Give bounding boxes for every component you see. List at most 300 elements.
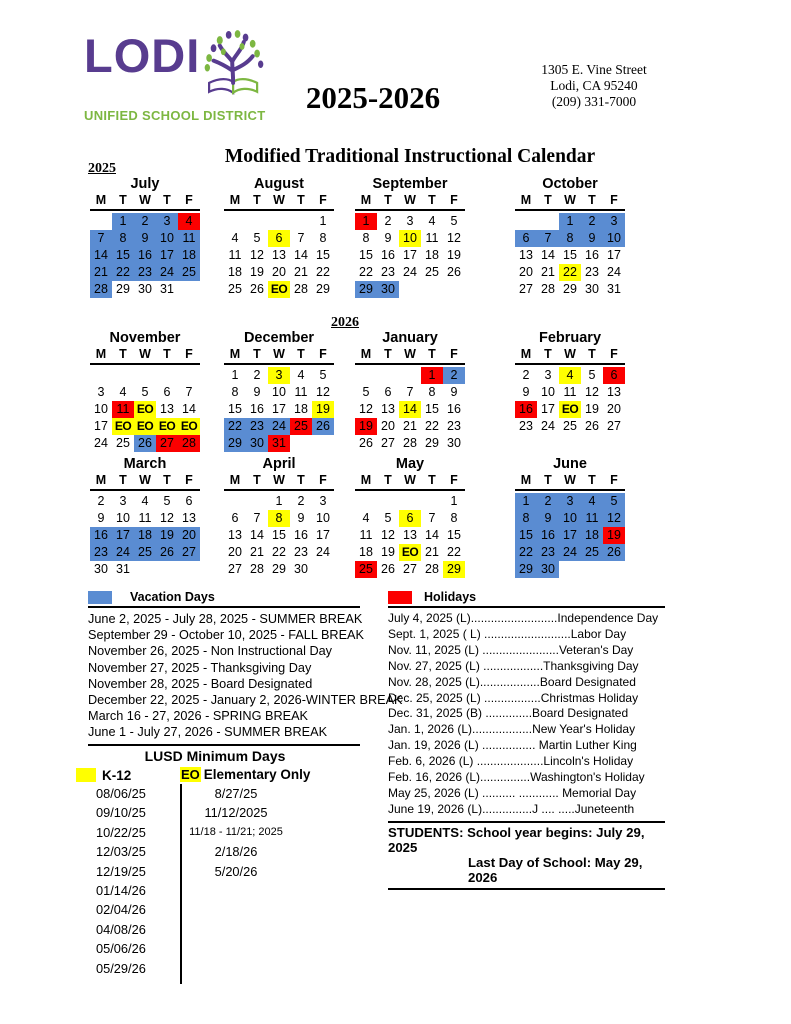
day-cell: 7 — [90, 230, 112, 247]
day-cell: 10 — [94, 402, 108, 416]
day-cell: 15 — [112, 247, 134, 264]
day-cell: 20 — [381, 419, 395, 433]
day-cell: 2 — [522, 368, 530, 382]
day-cell: 29 — [272, 562, 286, 576]
day-cell: EO — [399, 544, 421, 561]
day-cell: 30 — [94, 562, 108, 576]
day-of-week-label: F — [319, 473, 327, 487]
day-cell: 30 — [246, 435, 268, 452]
day-cell: 28 — [425, 562, 439, 576]
elementary-only-header — [180, 766, 310, 784]
day-cell: 11 — [359, 528, 373, 542]
day-cell: 14 — [399, 401, 421, 418]
day-of-week-label: T — [297, 473, 305, 487]
day-cell: 16 — [294, 528, 308, 542]
day-cell: 8 — [112, 230, 134, 247]
day-cell: 15 — [272, 528, 286, 542]
minimum-days-header — [62, 766, 368, 784]
week-row — [515, 418, 625, 435]
month-title: April — [262, 456, 296, 472]
day-cell: 27 — [228, 562, 242, 576]
day-cell: 12 — [603, 510, 625, 527]
week-row — [90, 264, 200, 281]
day-cell: 20 — [228, 545, 242, 559]
day-cell: 22 — [316, 265, 330, 279]
day-of-week-label: W — [564, 193, 576, 207]
week-row — [355, 230, 465, 247]
day-cell: 1 — [515, 493, 537, 510]
day-cell: 22 — [559, 264, 581, 281]
week-row — [355, 527, 465, 544]
day-cell: 31 — [160, 282, 174, 296]
day-cell: 26 — [359, 436, 373, 450]
day-of-week-label: T — [163, 473, 171, 487]
minimum-day-color-swatch — [76, 768, 96, 782]
day-cell: 2 — [253, 368, 261, 382]
week-row — [515, 247, 625, 264]
day-cell: 19 — [381, 545, 395, 559]
week-row — [90, 510, 200, 527]
day-of-week-label: T — [384, 193, 392, 207]
school-year-title: 2025-2026 — [305, 80, 441, 115]
week-row — [355, 401, 465, 418]
weeks — [224, 365, 334, 452]
day-cell: 7 — [428, 511, 436, 525]
month-december — [224, 330, 334, 452]
day-cell: 1 — [421, 367, 443, 384]
month-title: July — [130, 176, 160, 192]
month-july — [88, 161, 200, 298]
week-row — [224, 561, 334, 578]
day-cell: 4 — [581, 493, 603, 510]
day-cell: 4 — [119, 385, 127, 399]
day-cell: 25 — [563, 419, 577, 433]
day-cell: 23 — [134, 264, 156, 281]
weeks — [355, 491, 465, 578]
day-of-week-label: W — [273, 193, 285, 207]
address-line: 1305 E. Vine Street — [541, 62, 647, 77]
day-cell: 15 — [228, 402, 242, 416]
day-cell: 16 — [250, 402, 264, 416]
day-cell: EO — [156, 418, 178, 435]
week-row — [90, 247, 200, 264]
month-november — [90, 330, 200, 452]
day-cell: EO — [178, 418, 200, 435]
weeks — [515, 365, 625, 435]
day-cell: 5 — [253, 231, 261, 245]
day-cell: 14 — [425, 528, 439, 542]
holiday-item: May 25, 2026 (L) .......... ............ Memorial Day — [388, 785, 637, 800]
day-cell: 8 — [268, 510, 290, 527]
day-cell: 29 — [515, 561, 537, 578]
day-cell: 9 — [522, 385, 530, 399]
day-cell: 10 — [559, 510, 581, 527]
day-cell-empty — [156, 367, 178, 384]
day-of-week-label: T — [297, 347, 305, 361]
day-cell: 3 — [544, 368, 552, 382]
year-label: 2025 — [88, 161, 116, 176]
k12-label: K-12 — [102, 767, 132, 783]
weeks — [515, 491, 625, 578]
day-of-week-label: F — [185, 473, 193, 487]
school-year-begins — [388, 825, 665, 855]
day-cell: 6 — [515, 230, 537, 247]
minimum-days-columns — [62, 784, 368, 984]
day-of-week-label: T — [588, 193, 596, 207]
day-cell: 13 — [182, 511, 196, 525]
week-row — [224, 264, 334, 281]
week-row — [515, 213, 625, 230]
day-of-week-label: T — [588, 473, 596, 487]
week-row — [224, 435, 334, 452]
day-cell: 26 — [250, 282, 264, 296]
day-cell: 5 — [141, 385, 149, 399]
day-cell: 3 — [603, 213, 625, 230]
day-cell: 26 — [447, 265, 461, 279]
day-of-week-label: F — [185, 347, 193, 361]
day-cell: 21 — [90, 264, 112, 281]
day-cell: 25 — [290, 418, 312, 435]
month-october — [515, 176, 625, 298]
week-row — [90, 384, 200, 401]
holiday-item: Sept. 1, 2025 ( L) ..........................Labor Day — [388, 626, 627, 641]
day-cell: 6 — [384, 385, 392, 399]
day-cell: 8 — [362, 231, 370, 245]
day-cell-empty — [559, 561, 581, 578]
day-of-week-label: T — [544, 473, 552, 487]
week-row — [515, 281, 625, 298]
day-cell: EO — [134, 401, 156, 418]
day-cell: 2 — [581, 213, 603, 230]
day-cell-empty — [90, 367, 112, 384]
day-cell: 28 — [541, 282, 555, 296]
vacation-item: March 16 - 27, 2026 - SPRING BREAK — [88, 709, 309, 724]
month-title: March — [123, 456, 167, 472]
day-cell-empty — [355, 493, 377, 510]
day-cell: 5 — [588, 368, 596, 382]
week-row — [90, 213, 200, 230]
day-cell: 6 — [185, 494, 193, 508]
day-cell: 16 — [585, 248, 599, 262]
day-of-week-label: M — [95, 473, 107, 487]
day-cell: 14 — [90, 247, 112, 264]
day-of-week-label: M — [360, 193, 372, 207]
day-cell: 9 — [97, 511, 105, 525]
week-row — [355, 213, 465, 230]
day-cell: 19 — [585, 402, 599, 416]
day-cell: EO — [268, 281, 290, 298]
day-cell-empty — [377, 493, 399, 510]
day-cell-empty — [246, 213, 268, 230]
day-of-week-label: T — [163, 347, 171, 361]
day-of-week-label: T — [428, 193, 436, 207]
day-of-week-label: T — [119, 347, 127, 361]
day-of-week-label: M — [520, 347, 532, 361]
day-of-week-label: W — [139, 347, 151, 361]
day-cell: EO — [134, 418, 156, 435]
day-cell: 16 — [537, 527, 559, 544]
day-cell: 6 — [231, 511, 239, 525]
week-row — [90, 230, 200, 247]
month-title: February — [538, 330, 602, 346]
holiday-legend — [388, 590, 665, 890]
week-row — [90, 544, 200, 561]
day-of-week-label: M — [520, 193, 532, 207]
day-cell: 11 — [228, 248, 242, 262]
day-cell: 28 — [403, 436, 417, 450]
day-cell: 28 — [250, 562, 264, 576]
day-cell: 11 — [425, 231, 439, 245]
day-of-week-label: T — [163, 193, 171, 207]
day-cell: 17 — [403, 248, 417, 262]
k12-minimum-day-date: 04/08/26 — [96, 921, 146, 937]
day-cell: 22 — [447, 545, 461, 559]
day-cell: 13 — [607, 385, 621, 399]
day-cell: 8 — [319, 231, 327, 245]
holiday-item: Dec. 31, 2025 (B) ..............Board Designated — [388, 706, 629, 721]
day-cell: 13 — [519, 248, 533, 262]
day-cell: 30 — [447, 436, 461, 450]
day-of-week-label: W — [273, 473, 285, 487]
day-of-week-header — [224, 193, 334, 211]
k12-minimum-day-date: 01/14/26 — [96, 883, 146, 899]
week-row — [355, 510, 465, 527]
day-cell: 2 — [537, 493, 559, 510]
day-of-week-label: W — [404, 473, 416, 487]
day-of-week-label: F — [450, 193, 458, 207]
day-cell: 21 — [250, 545, 264, 559]
day-cell: 28 — [90, 281, 112, 298]
day-cell: 1 — [450, 494, 458, 508]
day-cell: 23 — [90, 544, 112, 561]
week-row — [355, 544, 465, 561]
day-cell: 24 — [403, 265, 417, 279]
day-of-week-label: M — [95, 347, 107, 361]
students-dates — [388, 821, 665, 890]
day-cell: 30 — [377, 281, 399, 298]
day-of-week-label: F — [319, 193, 327, 207]
week-row — [515, 544, 625, 561]
day-cell: 8 — [559, 230, 581, 247]
day-cell-empty — [421, 493, 443, 510]
month-title: August — [254, 176, 304, 192]
last-day-of-school: Last Day of School: May 29, 2026 — [468, 854, 643, 885]
day-cell: 30 — [294, 562, 308, 576]
eo-minimum-day-date: 2/18/26 — [214, 844, 258, 860]
day-cell-empty — [224, 213, 246, 230]
weeks — [224, 211, 334, 298]
day-of-week-label: M — [360, 347, 372, 361]
day-of-week-label: M — [229, 473, 241, 487]
month-february — [515, 330, 625, 435]
holiday-item: Jan. 19, 2026 (L) ................ Martin Luther King — [388, 738, 637, 753]
week-row — [515, 510, 625, 527]
day-cell: 27 — [381, 436, 395, 450]
day-cell: 24 — [607, 265, 621, 279]
day-cell: 3 — [156, 213, 178, 230]
day-of-week-label: T — [428, 347, 436, 361]
day-of-week-label: T — [119, 193, 127, 207]
day-of-week-label: W — [564, 347, 576, 361]
day-cell-empty — [377, 367, 399, 384]
day-cell: 4 — [231, 231, 239, 245]
day-cell: 10 — [399, 230, 421, 247]
day-cell: 24 — [156, 264, 178, 281]
day-of-week-label: F — [185, 193, 193, 207]
day-cell: 5 — [384, 511, 392, 525]
day-cell: 8 — [450, 511, 458, 525]
week-row — [90, 527, 200, 544]
day-cell: 5 — [319, 368, 327, 382]
day-cell: 6 — [163, 385, 171, 399]
day-cell: 25 — [425, 265, 439, 279]
day-cell: 14 — [541, 248, 555, 262]
day-of-week-label: T — [428, 473, 436, 487]
week-row — [90, 367, 200, 384]
month-title: June — [553, 456, 587, 472]
day-of-week-header — [224, 347, 334, 365]
vacation-items — [88, 608, 403, 746]
day-cell-empty — [290, 435, 312, 452]
day-of-week-header — [515, 347, 625, 365]
day-cell: 13 — [228, 528, 242, 542]
day-cell: 22 — [515, 544, 537, 561]
day-cell: 24 — [112, 544, 134, 561]
day-cell: 10 — [316, 511, 330, 525]
day-cell: 30 — [585, 282, 599, 296]
day-cell: 14 — [294, 248, 308, 262]
eo-minimum-day-date: 11/18 - 11/21; 2025 — [189, 825, 283, 838]
day-cell: 23 — [519, 419, 533, 433]
vacation-item: December 22, 2025 - January 2, 2026-WINTER BREAK — [88, 693, 403, 708]
day-cell: 14 — [182, 402, 196, 416]
day-of-week-header — [355, 473, 465, 491]
vacation-legend-title: Vacation Days — [130, 590, 215, 604]
week-row — [90, 561, 200, 578]
vacation-item: November 28, 2025 - Board Designated — [88, 676, 313, 691]
k12-header — [62, 766, 180, 784]
day-cell: 19 — [312, 401, 334, 418]
vacation-item: November 27, 2025 - Thanksgiving Day — [88, 660, 312, 675]
students-label: STUDENTS: — [388, 824, 464, 840]
weeks — [355, 365, 465, 452]
day-cell: EO — [112, 418, 134, 435]
holiday-legend-header — [388, 590, 665, 608]
eo-badge: EO — [181, 767, 200, 782]
week-row — [515, 561, 625, 578]
day-cell-empty — [90, 213, 112, 230]
day-cell: 16 — [90, 527, 112, 544]
week-row — [355, 418, 465, 435]
day-cell: 5 — [450, 214, 458, 228]
day-of-week-header — [90, 347, 200, 365]
day-cell: 11 — [178, 230, 200, 247]
day-cell: 20 — [272, 265, 286, 279]
day-of-week-header — [355, 347, 465, 365]
day-cell-empty — [443, 281, 465, 298]
day-cell-empty — [312, 561, 334, 578]
day-cell: 24 — [541, 419, 555, 433]
day-cell: 25 — [178, 264, 200, 281]
day-cell: 18 — [134, 527, 156, 544]
holiday-items — [388, 608, 665, 818]
day-cell: 31 — [268, 435, 290, 452]
k12-minimum-day-date: 02/04/26 — [96, 902, 146, 918]
day-cell: 19 — [355, 418, 377, 435]
day-cell: 10 — [603, 230, 625, 247]
holiday-item: June 19, 2026 (L)...............J .... .....Juneteenth — [388, 801, 635, 816]
day-cell: 17 — [316, 528, 330, 542]
day-of-week-label: M — [520, 473, 532, 487]
day-of-week-label: F — [450, 473, 458, 487]
holiday-item: Dec. 25, 2025 (L) .................Christmas Holiday — [388, 690, 639, 705]
week-row — [90, 418, 200, 435]
day-cell: 17 — [94, 419, 108, 433]
month-june — [515, 456, 625, 578]
day-cell: 1 — [231, 368, 239, 382]
day-cell-empty — [156, 561, 178, 578]
day-cell-empty — [134, 561, 156, 578]
month-title: November — [109, 330, 181, 346]
day-cell: 31 — [116, 562, 130, 576]
day-of-week-label: M — [360, 473, 372, 487]
k12-minimum-day-date: 12/19/25 — [96, 863, 146, 879]
day-of-week-label: W — [404, 347, 416, 361]
day-cell: 8 — [515, 510, 537, 527]
day-cell: 20 — [519, 265, 533, 279]
week-row — [224, 527, 334, 544]
day-cell: 30 — [138, 282, 152, 296]
day-cell: 20 — [607, 402, 621, 416]
holiday-legend-title: Holidays — [424, 590, 477, 604]
page-title: Modified Traditional Instructional Calendar — [224, 146, 596, 167]
day-cell: 25 — [116, 436, 130, 450]
day-cell: 18 — [425, 248, 439, 262]
district-logo-subtext: UNIFIED SCHOOL DISTRICT — [84, 108, 266, 123]
day-cell: 11 — [581, 510, 603, 527]
day-of-week-label: T — [253, 193, 261, 207]
day-cell-empty — [268, 213, 290, 230]
day-of-week-label: T — [384, 473, 392, 487]
week-row — [515, 230, 625, 247]
day-cell: 15 — [515, 527, 537, 544]
month-january — [331, 315, 465, 452]
eo-minimum-day-date: 11/12/2025 — [204, 805, 268, 821]
day-cell: 18 — [294, 402, 308, 416]
day-cell: 9 — [134, 230, 156, 247]
month-may — [355, 456, 465, 578]
weeks — [355, 211, 465, 298]
day-cell: 2 — [134, 213, 156, 230]
day-of-week-label: W — [404, 193, 416, 207]
eo-minimum-day-date: 5/20/26 — [214, 863, 258, 879]
day-cell: 21 — [403, 419, 417, 433]
day-cell: 5 — [603, 493, 625, 510]
day-cell: 23 — [585, 265, 599, 279]
week-row — [224, 247, 334, 264]
day-cell: 9 — [450, 385, 458, 399]
vacation-item: June 1 - July 27, 2026 - SUMMER BREAK — [88, 725, 328, 740]
week-row — [515, 401, 625, 418]
week-row — [90, 281, 200, 298]
day-cell-empty — [515, 213, 537, 230]
holiday-item: Nov. 11, 2025 (L) .......................Veteran's Day — [388, 642, 634, 657]
k12-minimum-day-date: 05/29/26 — [96, 960, 146, 976]
day-cell: 1 — [559, 213, 581, 230]
day-cell: 9 — [253, 385, 261, 399]
day-cell: 2 — [384, 214, 392, 228]
year-label: 2026 — [331, 315, 359, 330]
